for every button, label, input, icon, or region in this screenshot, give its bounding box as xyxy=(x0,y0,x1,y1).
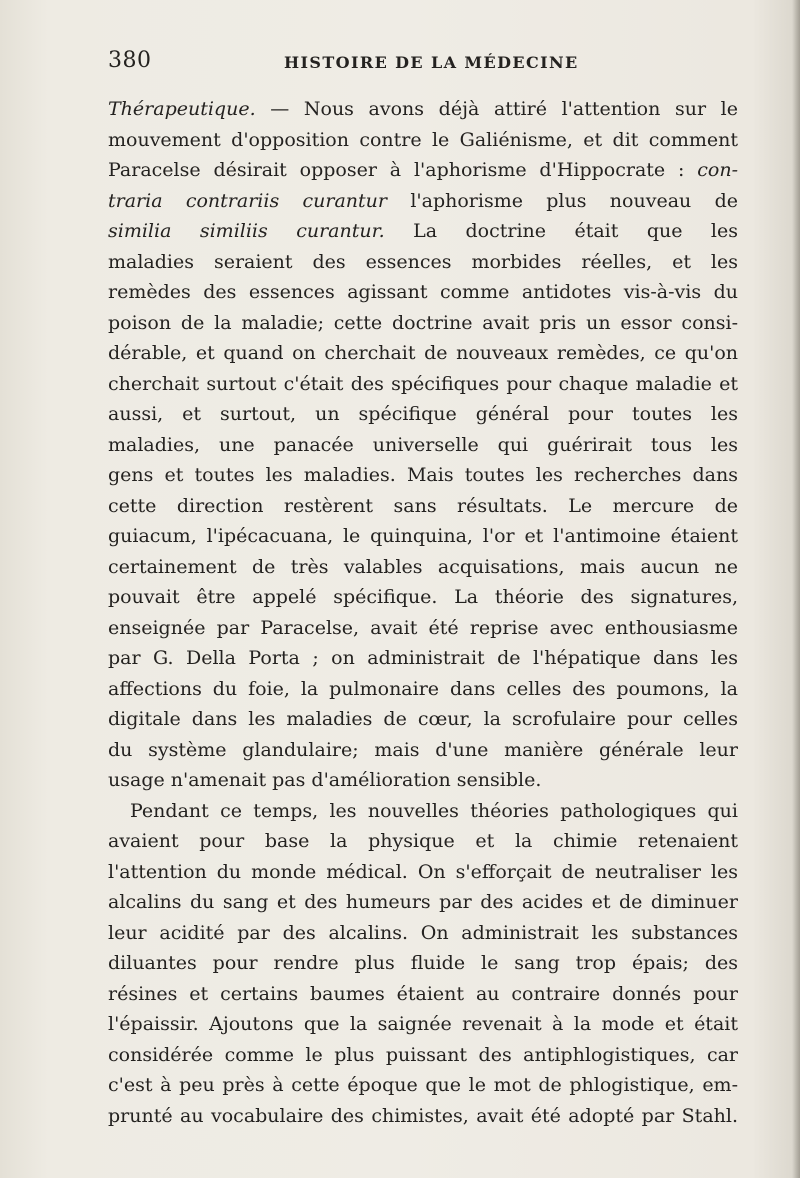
section-title: Thérapeutique. xyxy=(108,98,256,120)
text-line: certainement de très valables acquisations, mais aucun ne xyxy=(108,555,738,578)
text-line: cette direction restèrent sans résultats. Le mercure de xyxy=(108,494,738,517)
text-line: dérable, et quand on cherchait de nouveaux remèdes, ce qu'on xyxy=(108,342,738,364)
page-edge-shadow xyxy=(792,0,800,1178)
text-line: maladies seraient des essences morbides réelles, et les xyxy=(108,250,738,273)
text-line: c'est à peu près à cette époque que le mot de phlogistique, em- xyxy=(108,1074,738,1096)
text-line: Pendant ce temps, les nouvelles théories pathologiques qui xyxy=(130,799,738,822)
text-line: du système glandulaire; mais d'une manière générale leur xyxy=(108,738,738,761)
text-line: mouvement d'opposition contre le Galiénisme, et dit comment xyxy=(108,128,738,151)
text-line: guiacum, l'ipécacuana, le quinquina, l'or et l'antimoine étaient xyxy=(108,525,738,547)
page-number: 380 xyxy=(108,48,152,73)
body-text xyxy=(108,94,738,1131)
text-line: traria contrariis curantur l'aphorisme plus nouveau de xyxy=(108,189,738,212)
text-line: aussi, et surtout, un spécifique général pour toutes les xyxy=(108,403,738,425)
text-line: poison de la maladie; cette doctrine avait pris un essor consi- xyxy=(108,311,738,334)
text-line: pouvait être appelé spécifique. La théorie des signatures, xyxy=(108,586,738,608)
text-line: résines et certains baumes étaient au contraire donnés pour xyxy=(108,982,738,1005)
text-line: par G. Della Porta ; on administrait de l'hépatique dans les xyxy=(108,647,738,669)
text-line: considérée comme le plus puissant des antiphlogistiques, car xyxy=(108,1043,738,1066)
text-line: digitale dans les maladies de cœur, la scrofulaire pour celles xyxy=(108,708,738,730)
page-header xyxy=(108,48,708,78)
text-line: l'épaissir. Ajoutons que la saignée revenait à la mode et était xyxy=(108,1013,738,1035)
text-line: enseignée par Paracelse, avait été reprise avec enthousiasme xyxy=(108,616,738,639)
text-line: alcalins du sang et des humeurs par des acides et de diminuer xyxy=(108,891,738,913)
text-line: gens et toutes les maladies. Mais toutes les recherches dans xyxy=(108,464,738,486)
text-line: Paracelse désirait opposer à l'aphorisme d'Hippocrate : con- xyxy=(108,159,738,181)
text-line: maladies, une panacée universelle qui guérirait tous les xyxy=(108,433,738,456)
text-line: usage n'amenait pas d'amélioration sensible. xyxy=(108,769,542,791)
text-line: remèdes des essences agissant comme antidotes vis-à-vis du xyxy=(108,281,738,303)
running-head: HISTOIRE DE LA MÉDECINE xyxy=(284,53,579,72)
text-line: Thérapeutique. — Nous avons déjà attiré l'attention sur le xyxy=(108,98,738,120)
text-line: l'attention du monde médical. On s'efforçait de neutraliser les xyxy=(108,860,738,883)
text-line: avaient pour base la physique et la chimie retenaient xyxy=(108,830,738,852)
text-line: prunté au vocabulaire des chimistes, avait été adopté par Stahl. xyxy=(108,1104,738,1127)
text-line: similia similiis curantur. La doctrine était que les xyxy=(108,220,738,242)
text-line: affections du foie, la pulmonaire dans celles des poumons, la xyxy=(108,677,738,700)
text-line: cherchait surtout c'était des spécifiques pour chaque maladie et xyxy=(108,372,738,395)
text-line: leur acidité par des alcalins. On administrait les substances xyxy=(108,921,738,944)
text-line: diluantes pour rendre plus fluide le sang trop épais; des xyxy=(108,952,738,974)
